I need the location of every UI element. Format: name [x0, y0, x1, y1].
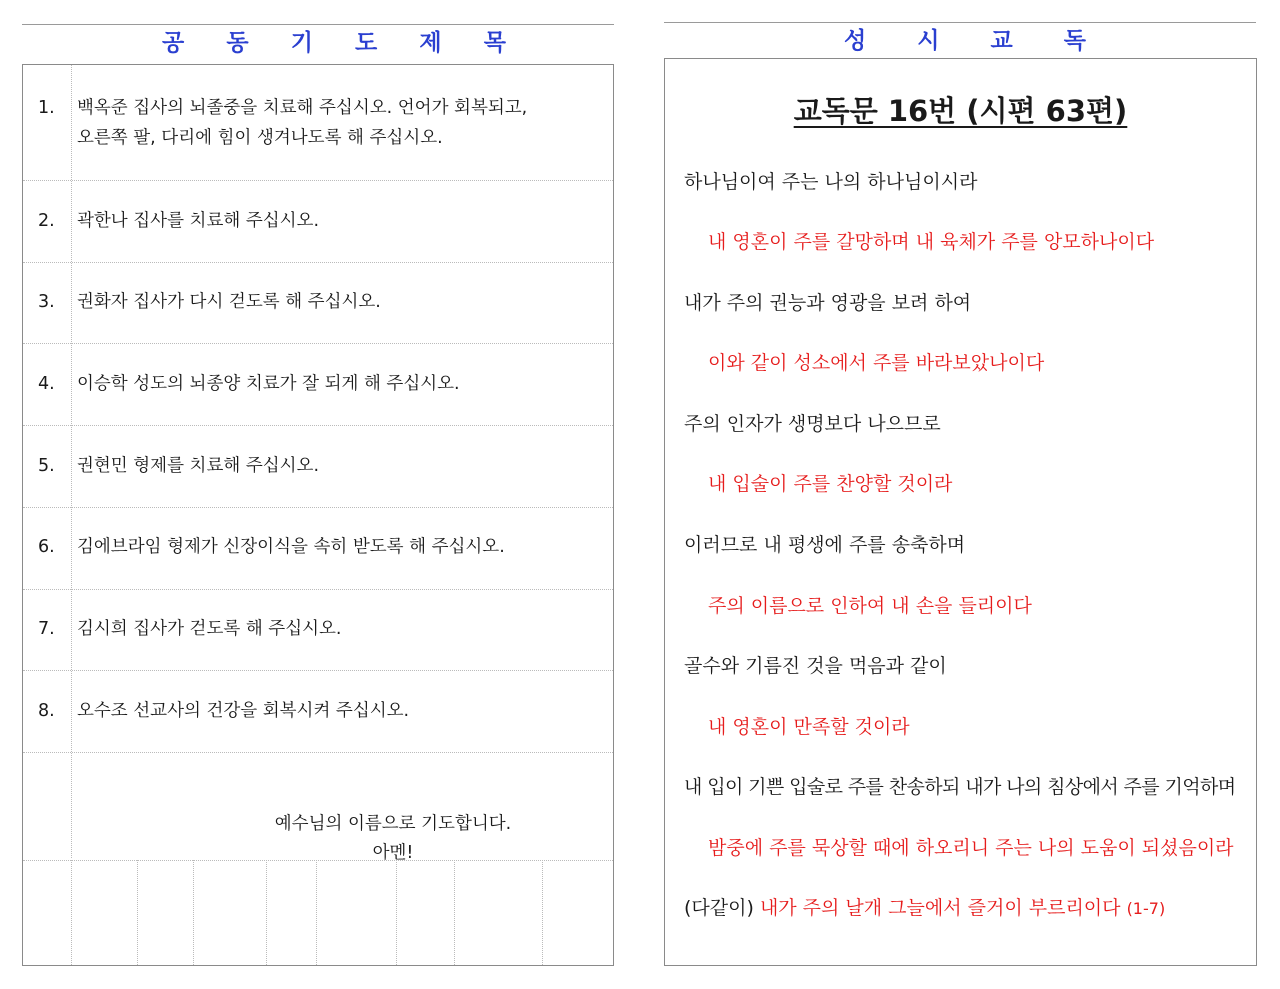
verse-leader: 골수와 기름진 것을 먹음과 같이 [684, 655, 947, 677]
prayer-number: 6. [38, 537, 55, 557]
column-divider [71, 65, 72, 858]
prayer-text: 오수조 선교사의 건강을 회복시켜 주십시오. [77, 701, 410, 721]
prayer-topics-heading [22, 24, 614, 56]
prayer-number: 7. [38, 619, 55, 639]
reading-title: 교독문 16번 (시편 63편) [793, 94, 1128, 128]
row-divider [23, 670, 613, 671]
bottom-grid [23, 860, 613, 965]
amen-line: 아멘! [372, 843, 414, 863]
prayer-text: 권화자 집사가 다시 걷도록 해 주십시오. [77, 292, 381, 312]
verse-response: 이와 같이 성소에서 주를 바라보았나이다 [708, 352, 1045, 374]
heading-char: 동 [226, 30, 249, 56]
prayer-text: 김에브라임 형제가 신장이식을 속히 받도록 해 주십시오. [77, 537, 505, 557]
row-divider [23, 589, 613, 590]
prayer-text: 이승학 성도의 뇌종양 치료가 잘 되게 해 주십시오. [77, 374, 460, 394]
responsive-reading-heading [664, 22, 1256, 54]
heading-char: 독 [1063, 28, 1086, 54]
prayer-text: 백옥준 집사의 뇌졸중을 치료해 주십시오. 언어가 회복되고, 오른쪽 팔, 다리에 힘이 생겨나도록 해 주십시오. [77, 98, 528, 148]
prayer-number: 5. [38, 456, 55, 476]
verse-response: 내 입술이 주를 찬양할 것이라 [708, 473, 953, 495]
heading-char: 교 [990, 28, 1013, 54]
verse-leader: 이러므로 내 평생에 주를 송축하며 [684, 534, 966, 556]
row-divider [23, 262, 613, 263]
prayer-number: 4. [38, 374, 55, 394]
verse-reference: (1-7) [1126, 899, 1166, 918]
verse-response: 주의 이름으로 인하여 내 손을 들리이다 [708, 595, 1032, 617]
unison-text: 내가 주의 날개 그늘에서 즐거이 부르리이다 [759, 897, 1121, 919]
prayer-text: 곽한나 집사를 치료해 주십시오. [77, 211, 320, 231]
heading-char: 시 [917, 28, 940, 54]
prayer-number: 3. [38, 292, 55, 312]
prayer-text: 권현민 형제를 치료해 주십시오. [77, 456, 320, 476]
row-divider [23, 180, 613, 181]
prayer-number: 2. [38, 211, 55, 231]
verse-response: 내 영혼이 주를 갈망하며 내 육체가 주를 앙모하나이다 [708, 231, 1155, 253]
heading-char: 공 [162, 30, 185, 56]
verse-leader: 하나님이여 주는 나의 하나님이시라 [684, 171, 978, 193]
heading-char: 제 [419, 30, 442, 56]
heading-char: 목 [483, 30, 506, 56]
prayer-number: 1. [38, 98, 55, 118]
prayer-list-panel [22, 64, 614, 966]
heading-char: 성 [844, 28, 867, 54]
verse-response: 밤중에 주를 묵상할 때에 하오리니 주는 나의 도움이 되셨음이라 [708, 837, 1234, 859]
verse-leader: 주의 인자가 생명보다 나으므로 [684, 413, 941, 435]
verse-leader: 내 입이 기쁜 입술로 주를 찬송하되 내가 나의 침상에서 주를 기억하며 [684, 776, 1236, 798]
prayer-number: 8. [38, 701, 55, 721]
heading-char: 도 [355, 30, 378, 56]
unison-label: (다같이) [684, 897, 754, 919]
closing-line: 예수님의 이름으로 기도합니다. [274, 814, 512, 834]
row-divider [23, 425, 613, 426]
row-divider [23, 752, 613, 753]
row-divider [23, 343, 613, 344]
prayer-text: 김시희 집사가 걷도록 해 주십시오. [77, 619, 342, 639]
row-divider [23, 507, 613, 508]
heading-char: 기 [290, 30, 313, 56]
verse-leader: 내가 주의 권능과 영광을 보려 하여 [684, 292, 972, 314]
verse-response: 내 영혼이 만족할 것이라 [708, 716, 910, 738]
verse-unison [684, 893, 1165, 920]
responsive-reading-panel [664, 58, 1257, 966]
